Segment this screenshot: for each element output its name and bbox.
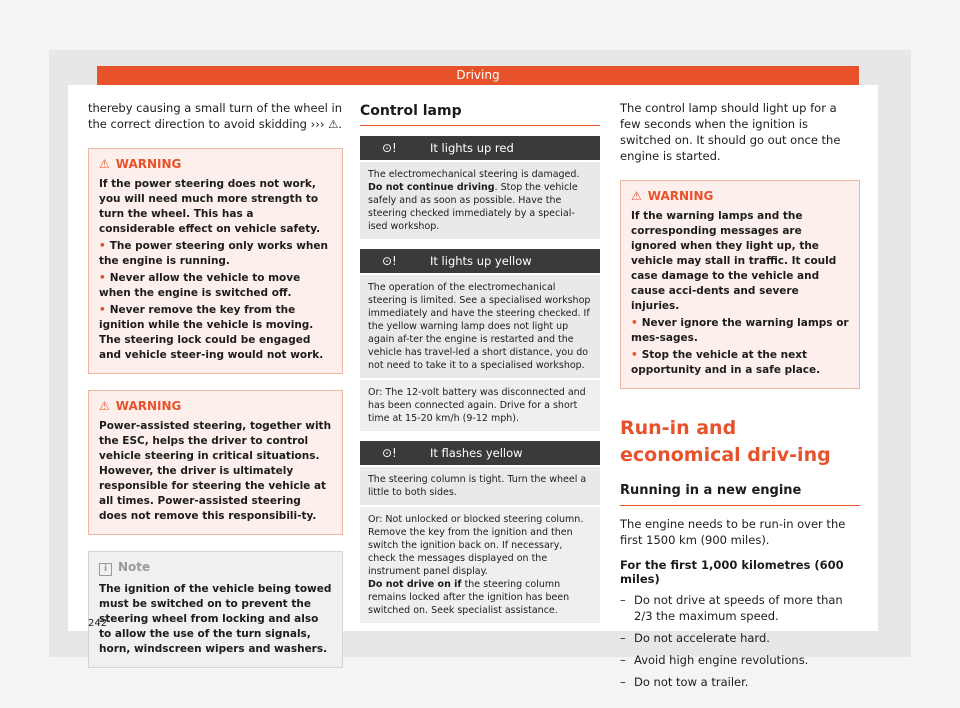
lamp-text: the steering column remains locked after the ignition has been switched on. Seek specialist assistance. (368, 579, 570, 616)
bullet-icon: • (631, 349, 638, 361)
steering-warning-icon: ⊙! (382, 254, 397, 268)
lamp-description: The operation of the electromechanical steering is limited. See a specialised workshop immediately and have the steering checked. If the yellow warning lamp does not light up again af-ter the engine is restarted and the vehicle has travel-led a short distance, you do not need to take it to a specialised workshop. (360, 275, 600, 378)
steering-warning-icon: ⊙! (382, 141, 397, 155)
intro-text: thereby causing a small turn of the wheel in the correct direction to avoid skidding ››› ⚠. (88, 101, 343, 131)
warning-text: Power-assisted steering, together with the ESC, helps the driver to control vehicle steering in critical situations. However, the driver is ultimately responsible for steering the vehicle at all times. Power-assisted steering does not remove this responsibili-ty. (99, 420, 332, 522)
bullet-text: Stop the vehicle at the next opportunity and in a safe place. (631, 349, 821, 376)
warning-heading (631, 189, 849, 203)
list-item: – Do not tow a trailer. (620, 674, 860, 690)
lamp-label: It lights up yellow (430, 254, 532, 268)
lamp-label: It flashes yellow (430, 446, 523, 460)
bullet-icon: • (99, 240, 106, 252)
warning-box-3 (620, 180, 860, 389)
lamp-text: The electromechanical steering is damaged. (368, 169, 580, 180)
note-heading (99, 560, 332, 576)
column-3 (620, 100, 860, 690)
intro-text: The control lamp should light up for a few seconds when the ignition is switched on. It should go out once the engine is started. (620, 101, 841, 163)
list-item: – Do not accelerate hard. (620, 630, 860, 646)
steering-warning-icon: ⊙! (382, 446, 397, 460)
list-item (631, 348, 849, 378)
bullet-icon: • (99, 304, 106, 316)
warning-heading (99, 399, 332, 413)
warning-bullets (631, 316, 849, 378)
column-1 (88, 100, 343, 668)
warning-triangle-icon: ⚠ (99, 157, 110, 171)
lamp-bar-flashing (360, 441, 600, 465)
warning-text: If the warning lamps and the corresponding messages are ignored when they light up, the vehicle may stall in traffic. It could case damage to the vehicle and cause acci-dents and severe injuries. (631, 210, 837, 312)
page-number: 242 (88, 618, 108, 629)
list-item (99, 303, 332, 363)
subsection-title: Running in a new engine (620, 477, 860, 506)
warning-label: WARNING (647, 189, 714, 203)
chapter-header: Driving (97, 66, 859, 85)
lamp-bar-yellow (360, 249, 600, 273)
warning-heading (99, 157, 332, 171)
warning-bullets (99, 239, 332, 363)
lamp-text: Or: Not unlocked or blocked steering column. Remove the key from the ignition and then switch the ignition back on. If necessary, check the messages displayed on the instrument panel display. (368, 514, 584, 577)
note-text: The ignition of the vehicle being towed must be switched on to prevent the steering wheel from locking and also to allow the use of the turn signals, horn, windscreen wipers and washers. (99, 583, 332, 655)
bold-heading: For the first 1,000 kilometres (600 miles) (620, 558, 844, 586)
column-2 (360, 85, 600, 623)
dash-list (620, 592, 860, 690)
info-icon: i (99, 563, 112, 576)
lamp-description-alt: Or: The 12-volt battery was disconnected and has been connected again. Drive for a short time at 15-20 km/h (9-12 mph). (360, 380, 600, 431)
lamp-description: The steering column is tight. Turn the wheel a little to both sides. (360, 467, 600, 505)
note-box (88, 551, 343, 668)
lamp-bar-red (360, 136, 600, 160)
list-item (631, 316, 849, 346)
list-item (99, 239, 332, 269)
lamp-label: It lights up red (430, 141, 514, 155)
warning-text: If the power steering does not work, you will need much more strength to turn the wheel. This has a considerable effect on vehicle safety. (99, 178, 321, 235)
bullet-text: Never allow the vehicle to move when the engine is switched off. (99, 272, 301, 299)
bullet-text: Never ignore the warning lamps or mes-sages. (631, 317, 849, 344)
lamp-text: . Stop the vehicle safely and as soon as possible. Have the steering checked immediately by a special-ised workshop. (368, 182, 578, 232)
bullet-text: The power steering only works when the engine is running. (99, 240, 328, 267)
warning-box-2 (88, 390, 343, 535)
warning-label: WARNING (115, 399, 182, 413)
list-item: – Avoid high engine revolutions. (620, 652, 860, 668)
lamp-description (360, 162, 600, 239)
chapter-title: Run-in and economical driv-ing (620, 417, 831, 466)
lamp-text-bold: Do not drive on if (368, 579, 462, 590)
list-item (99, 271, 332, 301)
paragraph: The engine needs to be run-in over the first 1500 km (900 miles). (620, 517, 846, 547)
manual-page (68, 85, 878, 689)
lamp-description-alt (360, 507, 600, 623)
warning-triangle-icon: ⚠ (99, 399, 110, 413)
warning-label: WARNING (115, 157, 182, 171)
bullet-icon: • (631, 317, 638, 329)
warning-box-1 (88, 148, 343, 374)
bullet-icon: • (99, 272, 106, 284)
bullet-text: Never remove the key from the ignition while the vehicle is moving. The steering lock could be engaged and vehicle steer-ing would not work. (99, 304, 324, 361)
section-title: Control lamp (360, 95, 600, 126)
note-label: Note (118, 560, 151, 574)
lamp-text-bold: Do not continue driving (368, 182, 495, 193)
list-item: – Do not drive at speeds of more than 2/3 the maximum speed. (620, 592, 860, 624)
warning-triangle-icon: ⚠ (631, 189, 642, 203)
